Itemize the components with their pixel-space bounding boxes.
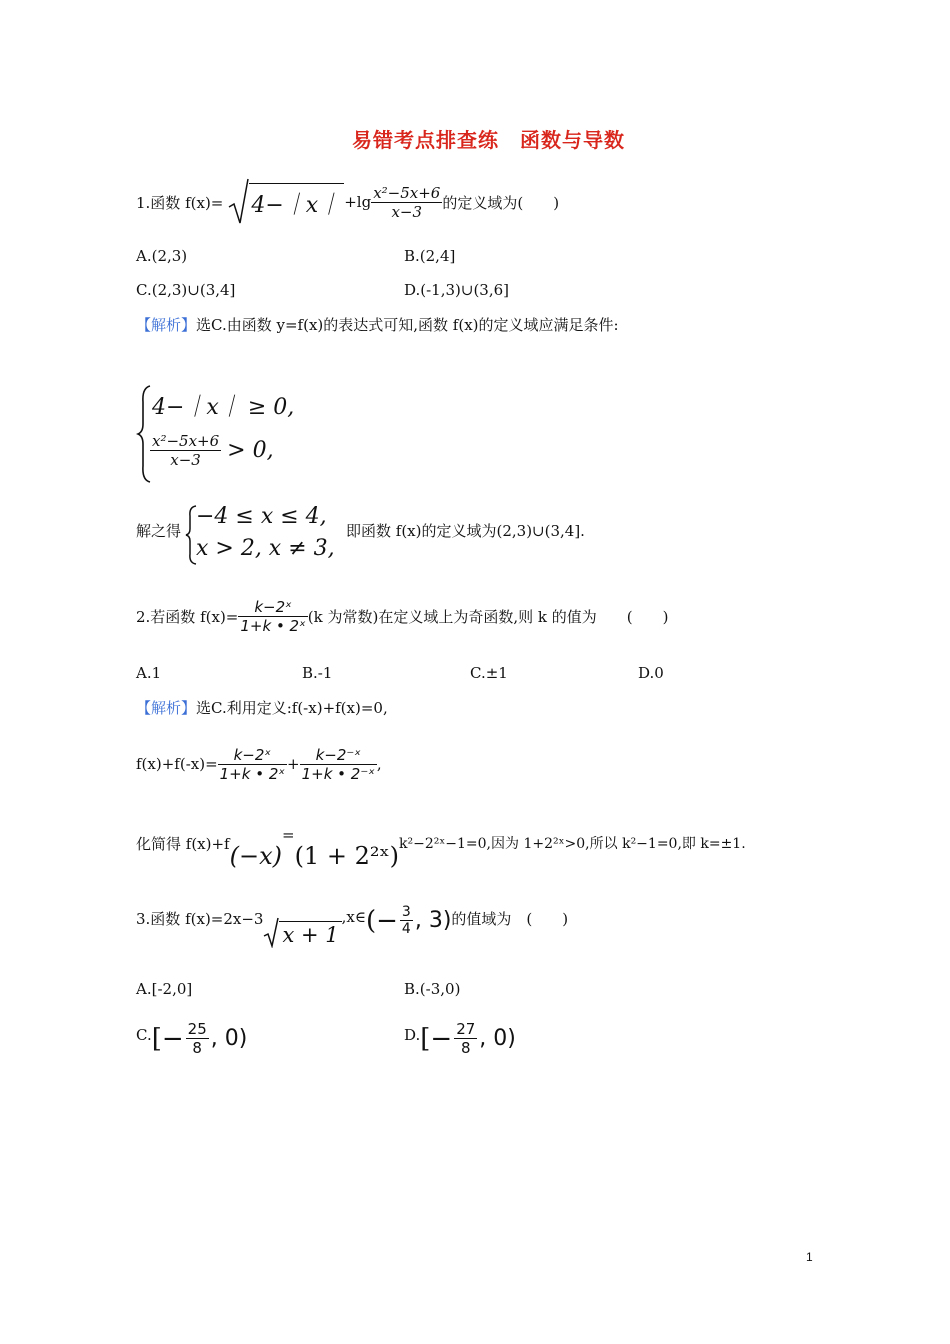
q3-c-fraction (186, 1020, 209, 1057)
sys2-line-1: −4 ≤ x ≤ 4, (196, 504, 327, 529)
q2-simplify (136, 818, 746, 868)
solve-suffix: 即函数 f(x)的定义域为(2,3)∪(3,4]. (346, 522, 585, 540)
sys1-fraction (150, 432, 221, 469)
q3-d-fraction (454, 1020, 477, 1057)
analysis-label: 【解析】 (136, 316, 197, 334)
q3-interval-fraction (400, 904, 413, 937)
simp-paren: (1 + 2²ˣ) (294, 842, 399, 870)
analysis-text: 选C.由函数 y=f(x)的表达式可知,函数 f(x)的定义域应满足条件: (196, 316, 619, 334)
q3-option-c-label: C. (136, 1026, 152, 1044)
q3-c-close: , 0) (210, 1026, 248, 1051)
sys1-line-1: 4−｜x｜ ≥ 0, (152, 395, 295, 420)
question-3 (136, 904, 568, 956)
radical-sign-icon (263, 916, 279, 948)
q1-suffix: 的定义域为( ) (442, 193, 560, 212)
q2-frac-num: k−2ˣ (238, 598, 307, 617)
question-1 (136, 176, 559, 228)
q2-analysis (136, 697, 388, 718)
q3-interval-right: , 3) (414, 908, 452, 933)
solve-prefix: 解之得 (136, 522, 182, 540)
q3-option-a: A.[-2,0] (136, 980, 193, 998)
question-2 (136, 592, 668, 640)
q3-option-d (404, 1020, 516, 1072)
eq-comma: , (376, 755, 382, 773)
sys1-frac-den: x−3 (170, 451, 201, 469)
q3-interval-left: (− (365, 905, 398, 936)
q3-sqrt-body: x + 1 (279, 921, 341, 948)
eq-f2-num: k−2⁻ˣ (300, 746, 377, 765)
q1-frac-den: x−3 (391, 202, 423, 221)
q1-fraction (371, 184, 442, 221)
q1-option-c: C.(2,3)∪(3,4] (136, 281, 236, 299)
simp-prefix: 化简得 f(x)+f (136, 834, 230, 853)
page-number: 1 (806, 1250, 813, 1264)
q2-frac-den: 1+k • 2ˣ (240, 616, 306, 635)
eq-prefix: f(x)+f(-x)= (136, 755, 218, 773)
q3-c-den: 8 (192, 1039, 202, 1057)
q3-prefix: 3.函数 f(x)=2x−3 (136, 910, 264, 928)
q3-option-d-label: D. (404, 1026, 421, 1044)
radical-sign-icon (227, 177, 249, 227)
q1-option-d: D.(-1,3)∪(3,6] (404, 281, 510, 299)
q2-option-c: C.±1 (470, 664, 508, 682)
q2-option-b: B.-1 (302, 664, 333, 682)
page-title: 易错考点排查练 函数与导数 (352, 128, 625, 152)
q1-sqrt-body: 4−｜x｜ (249, 183, 344, 219)
q1-option-a: A.(2,3) (136, 247, 188, 265)
q2-option-a: A.1 (136, 664, 162, 682)
q3-c-open: [− (151, 1023, 184, 1054)
simp-negx: (−x) (229, 842, 282, 870)
q2-option-d: D.0 (638, 664, 664, 682)
q2-prefix: 2.若函数 f(x)= (136, 607, 239, 626)
eq-plus: + (287, 755, 300, 773)
q1-sqrt (227, 177, 344, 227)
q1-frac-num: x²−5x+6 (373, 183, 441, 202)
q3-d-open: [− (420, 1023, 453, 1054)
eq-fraction-2 (300, 746, 377, 783)
analysis-text: 选C.利用定义:f(-x)+f(x)=0, (196, 699, 388, 717)
q3-d-den: 8 (460, 1039, 471, 1057)
simp-eq: = (281, 826, 295, 844)
q1-prefix: 1.函数 f(x)= (136, 193, 224, 212)
q3-interval-den: 4 (401, 921, 411, 937)
q3-interval (366, 904, 451, 937)
sys1-frac-num: x²−5x+6 (152, 432, 220, 450)
eq-f1-den: 1+k • 2ˣ (219, 764, 286, 783)
sys1-tail: > 0, (227, 438, 274, 463)
q1-system-2 (184, 502, 344, 568)
q1-option-b: B.(2,4] (404, 247, 456, 265)
q1-analysis (136, 314, 619, 335)
q3-option-c (136, 1020, 247, 1072)
eq-f1-num: k−2ˣ (218, 746, 287, 765)
q3-mid: ,x∈ (341, 908, 366, 926)
q3-interval-num: 3 (401, 904, 411, 920)
q3-d-num: 27 (456, 1020, 476, 1038)
q3-sqrt (263, 916, 341, 948)
q3-option-c-interval (152, 1020, 248, 1057)
q2-fraction (238, 598, 307, 635)
sys2-line-2: x > 2, x ≠ 3, (196, 536, 335, 561)
q2-equation (136, 740, 382, 788)
analysis-label: 【解析】 (136, 699, 197, 717)
q1-plus-lg: +lg (344, 193, 372, 211)
q3-suffix: 的值域为 ( ) (451, 910, 569, 928)
q3-d-close: , 0) (479, 1026, 516, 1051)
q1-system-1 (136, 382, 316, 488)
eq-f2-den: 1+k • 2⁻ˣ (301, 764, 375, 783)
eq-fraction-1 (218, 746, 287, 783)
simp-suffix: k²−2²ˣ−1=0,因为 1+2²ˣ>0,所以 k²−1=0,即 k=±1. (399, 836, 746, 852)
q3-option-d-interval (420, 1020, 516, 1057)
q2-suffix: (k 为常数)在定义域上为奇函数,则 k 的值为 ( ) (307, 607, 669, 626)
q3-c-num: 25 (187, 1020, 207, 1038)
sys1-line-2 (150, 432, 274, 469)
q3-option-b: B.(-3,0) (404, 980, 461, 998)
